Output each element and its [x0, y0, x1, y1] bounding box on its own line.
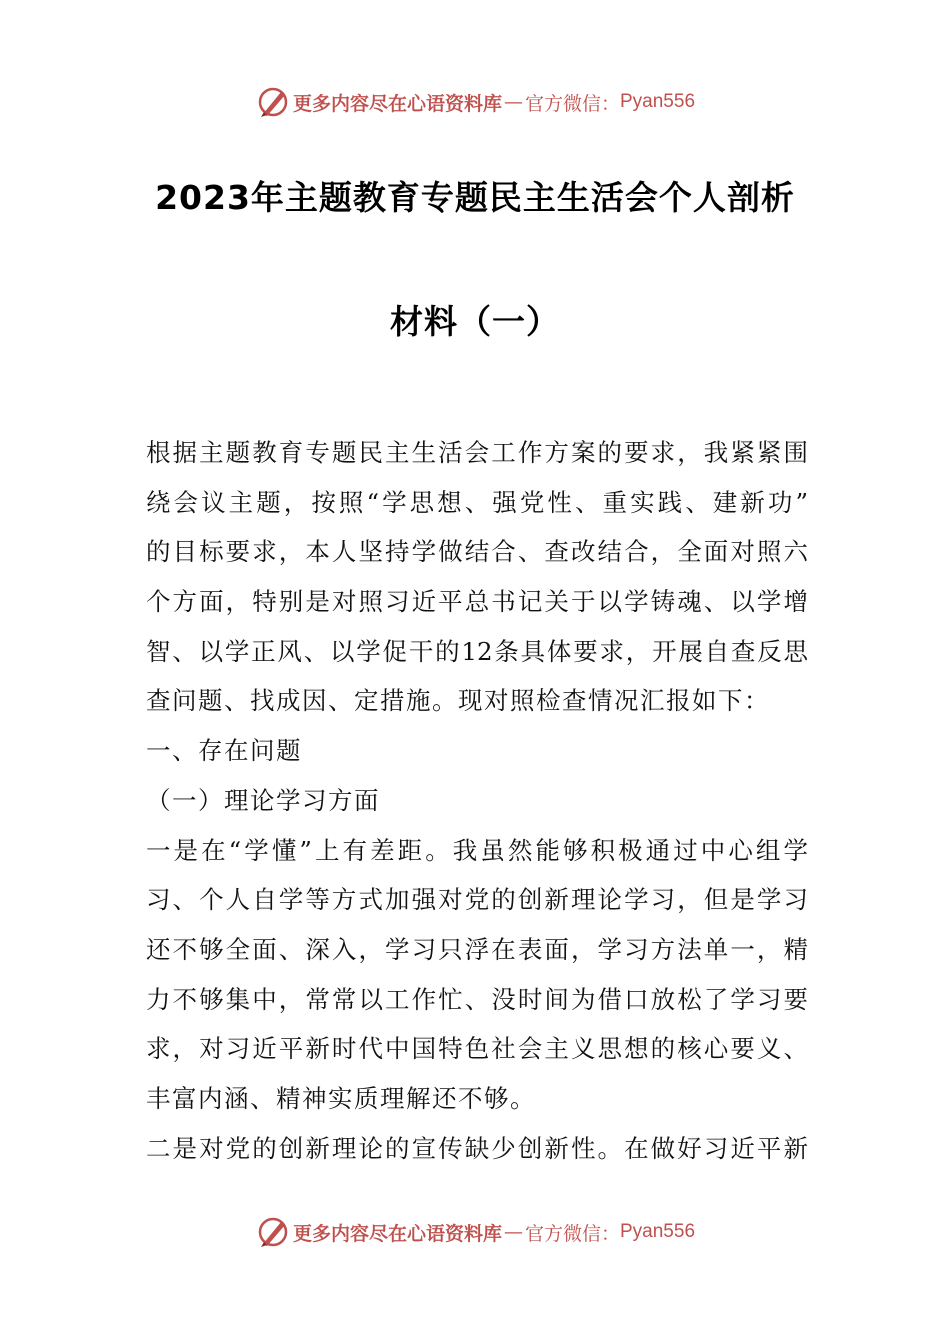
- banner-dash: —: [503, 1221, 523, 1243]
- body-line: 习、个人自学等方式加强对党的创新理论学习，但是学习: [146, 885, 808, 915]
- banner-main-text: 更多内容尽在心语资料库: [292, 92, 502, 115]
- subsection-heading: （一）理论学习方面: [146, 785, 380, 815]
- body-line: 求，对习近平新时代中国特色社会主义思想的核心要义、: [146, 1034, 808, 1064]
- body-line: 丰富内涵、精神实质理解还不够。: [146, 1083, 536, 1113]
- body-line: 绕会议主题，按照“学思想、强党性、重实践、建新功”: [146, 487, 808, 517]
- body-line: 智、以学正风、以学促干的12条具体要求，开展自查反思: [146, 636, 808, 666]
- banner-sub-text: 官方微信：: [524, 1222, 620, 1245]
- pen-logo-icon: [255, 84, 291, 120]
- banner-dash: —: [503, 91, 523, 113]
- section-heading: 一、存在问题: [146, 736, 302, 766]
- footer-banner: [0, 1212, 950, 1252]
- body-line: 力不够集中，常常以工作忙、没时间为借口放松了学习要: [146, 984, 808, 1014]
- banner-wechat-id: Pyan556: [620, 91, 696, 112]
- body-line: 一是在“学懂”上有差距。我虽然能够积极通过中心组学: [146, 835, 808, 865]
- body-line: 的目标要求，本人坚持学做结合、查改结合，全面对照六: [146, 537, 808, 567]
- body-line: 二是对党的创新理论的宣传缺少创新性。在做好习近平新: [146, 1133, 808, 1163]
- body-line: 个方面，特别是对照习近平总书记关于以学铸魂、以学增: [146, 587, 808, 617]
- document-title-line1: 2023年主题教育专题民主生活会个人剖析: [155, 178, 795, 217]
- body-line: 查问题、找成因、定措施。现对照检查情况汇报如下：: [146, 686, 770, 716]
- document-title-line2: 材料（一）: [390, 302, 560, 341]
- header-banner: [0, 82, 950, 122]
- body-line: 根据主题教育专题民主生活会工作方案的要求，我紧紧围: [146, 438, 808, 467]
- document-body: [146, 428, 808, 1173]
- pen-logo-icon: [255, 1214, 291, 1250]
- banner-sub-text: 官方微信：: [524, 92, 620, 115]
- banner-main-text: 更多内容尽在心语资料库: [292, 1222, 502, 1245]
- body-line: 还不够全面、深入，学习只浮在表面，学习方法单一，精: [146, 934, 808, 964]
- banner-wechat-id: Pyan556: [620, 1221, 696, 1242]
